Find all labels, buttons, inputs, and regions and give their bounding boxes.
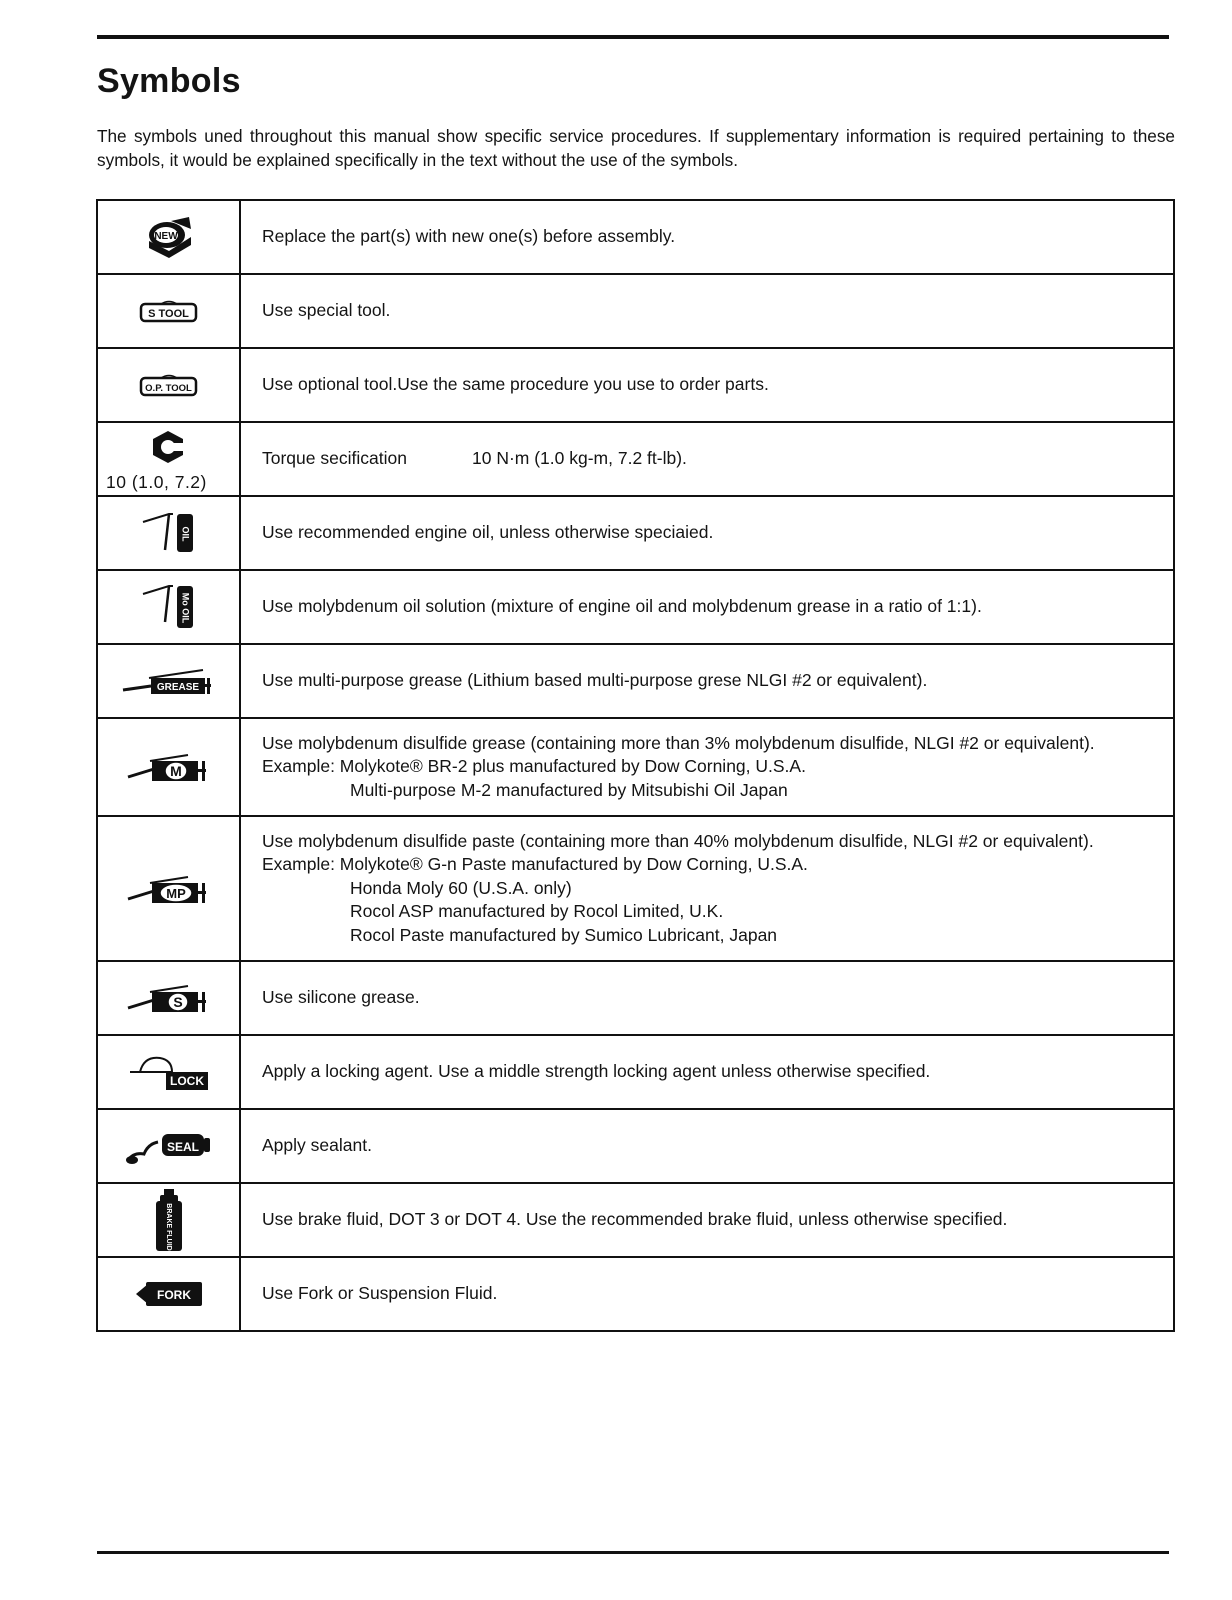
symbol-description: Use brake fluid, DOT 3 or DOT 4. Use the recommended brake fluid, unless otherwise specified.	[240, 1183, 1174, 1257]
svg-text:SEAL: SEAL	[166, 1140, 199, 1154]
symbol-description: Apply a locking agent. Use a middle strength locking agent unless otherwise specified.	[240, 1035, 1174, 1109]
svg-text:M: M	[169, 763, 182, 779]
new-part-icon	[141, 215, 197, 259]
icon-cell	[97, 274, 240, 348]
svg-text:OIL: OIL	[180, 526, 191, 542]
symbols-table	[96, 199, 1175, 1332]
bottom-rule	[97, 1551, 1169, 1554]
icon-cell	[97, 816, 240, 961]
icon-cell	[97, 961, 240, 1035]
icon-cell	[97, 644, 240, 718]
svg-text:S: S	[172, 994, 183, 1010]
svg-text:MP: MP	[165, 885, 186, 901]
svg-text:S TOOL: S TOOL	[147, 308, 189, 320]
moly-paste-icon	[126, 871, 212, 907]
brake-fluid-icon	[152, 1187, 186, 1253]
icon-cell	[97, 1257, 240, 1331]
symbol-description: Use recommended engine oil, unless otherwise speciaied.	[240, 496, 1174, 570]
svg-text:NEW: NEW	[153, 231, 178, 242]
table-row	[97, 348, 1174, 422]
table-row	[97, 718, 1174, 816]
icon-cell	[97, 1035, 240, 1109]
intro-paragraph: The symbols uned throughout this manual show specific service procedures. If supplementary information is required pertaining to these symbols, it would be explained specifically in the text without the use of the symbols.	[97, 126, 1175, 170]
table-row	[97, 496, 1174, 570]
symbol-description: Use molybdenum disulfide grease (containing more than 3% molybdenum disulfide, NLGI #2 or equivalent). Example: Molykote® BR-2 plus manufactured by Dow Corning, U.S.A. Multi-purpose M-2 manufactured by Mitsubishi Oil Japan	[240, 718, 1174, 816]
table-row	[97, 274, 1174, 348]
table-row	[97, 200, 1174, 274]
engine-oil-icon	[139, 510, 199, 556]
symbol-description: Torque secification 10 N·m (1.0 kg-m, 7.2 ft-lb).	[240, 422, 1174, 496]
symbol-description: Use silicone grease.	[240, 961, 1174, 1035]
symbol-description: Use multi-purpose grease (Lithium based multi-purpose grese NLGI #2 or equivalent).	[240, 644, 1174, 718]
svg-text:LOCK: LOCK	[169, 1074, 204, 1088]
moly-grease-icon	[126, 749, 212, 785]
optional-tool-icon	[139, 372, 199, 398]
page-title: Symbols	[97, 62, 241, 100]
svg-text:GREASE: GREASE	[156, 682, 199, 693]
symbol-description: Use molybdenum disulfide paste (containing more than 40% molybdenum disulfide, NLGI #2 or equivalent). Example: Molykote® G-n Paste manufactured by Dow Corning, U.S.A. Honda Moly 60 (U.S.A. only) Rocol ASP manufactured by Rocol Limited, U.K. Rocol Paste manufactured by Sumico Lubricant, Japan	[240, 816, 1174, 961]
molybdenum-oil-icon	[139, 582, 199, 632]
svg-text:Mo OIL: Mo OIL	[180, 592, 191, 624]
svg-text:BRAKE FLUID: BRAKE FLUID	[164, 1203, 172, 1251]
table-row	[97, 961, 1174, 1035]
locking-agent-icon	[128, 1052, 210, 1092]
table-row	[97, 1183, 1174, 1257]
symbol-description: Use special tool.	[240, 274, 1174, 348]
svg-text:FORK: FORK	[156, 1288, 191, 1302]
torque-value: 10 N·m (1.0 kg-m, 7.2 ft-lb).	[472, 448, 687, 469]
icon-cell	[97, 1183, 240, 1257]
icon-cell	[97, 422, 240, 496]
icon-cell	[97, 496, 240, 570]
symbol-description: Use optional tool.Use the same procedure you use to order parts.	[240, 348, 1174, 422]
table-row	[97, 816, 1174, 961]
top-rule	[97, 35, 1169, 39]
icon-cell	[97, 718, 240, 816]
sealant-icon	[124, 1126, 214, 1166]
icon-cell	[97, 1109, 240, 1183]
torque-icon-value: 10 (1.0, 7.2)	[106, 472, 207, 492]
symbol-description: Use Fork or Suspension Fluid.	[240, 1257, 1174, 1331]
table-row	[97, 570, 1174, 644]
table-row	[97, 644, 1174, 718]
fork-fluid-icon	[134, 1279, 204, 1309]
silicone-grease-icon	[126, 980, 212, 1016]
table-row	[97, 1109, 1174, 1183]
table-row	[97, 1257, 1174, 1331]
symbol-description: Apply sealant.	[240, 1109, 1174, 1183]
grease-icon	[121, 664, 217, 698]
icon-cell	[97, 200, 240, 274]
symbol-description: Use molybdenum oil solution (mixture of engine oil and molybdenum grease in a ratio of 1:1).	[240, 570, 1174, 644]
table-row	[97, 422, 1174, 496]
symbol-description: Replace the part(s) with new one(s) before assembly.	[240, 200, 1174, 274]
icon-cell	[97, 348, 240, 422]
icon-cell	[97, 570, 240, 644]
special-tool-icon	[139, 298, 199, 324]
torque-icon	[148, 429, 188, 465]
table-row	[97, 1035, 1174, 1109]
svg-text:O.P. TOOL: O.P. TOOL	[144, 383, 192, 394]
